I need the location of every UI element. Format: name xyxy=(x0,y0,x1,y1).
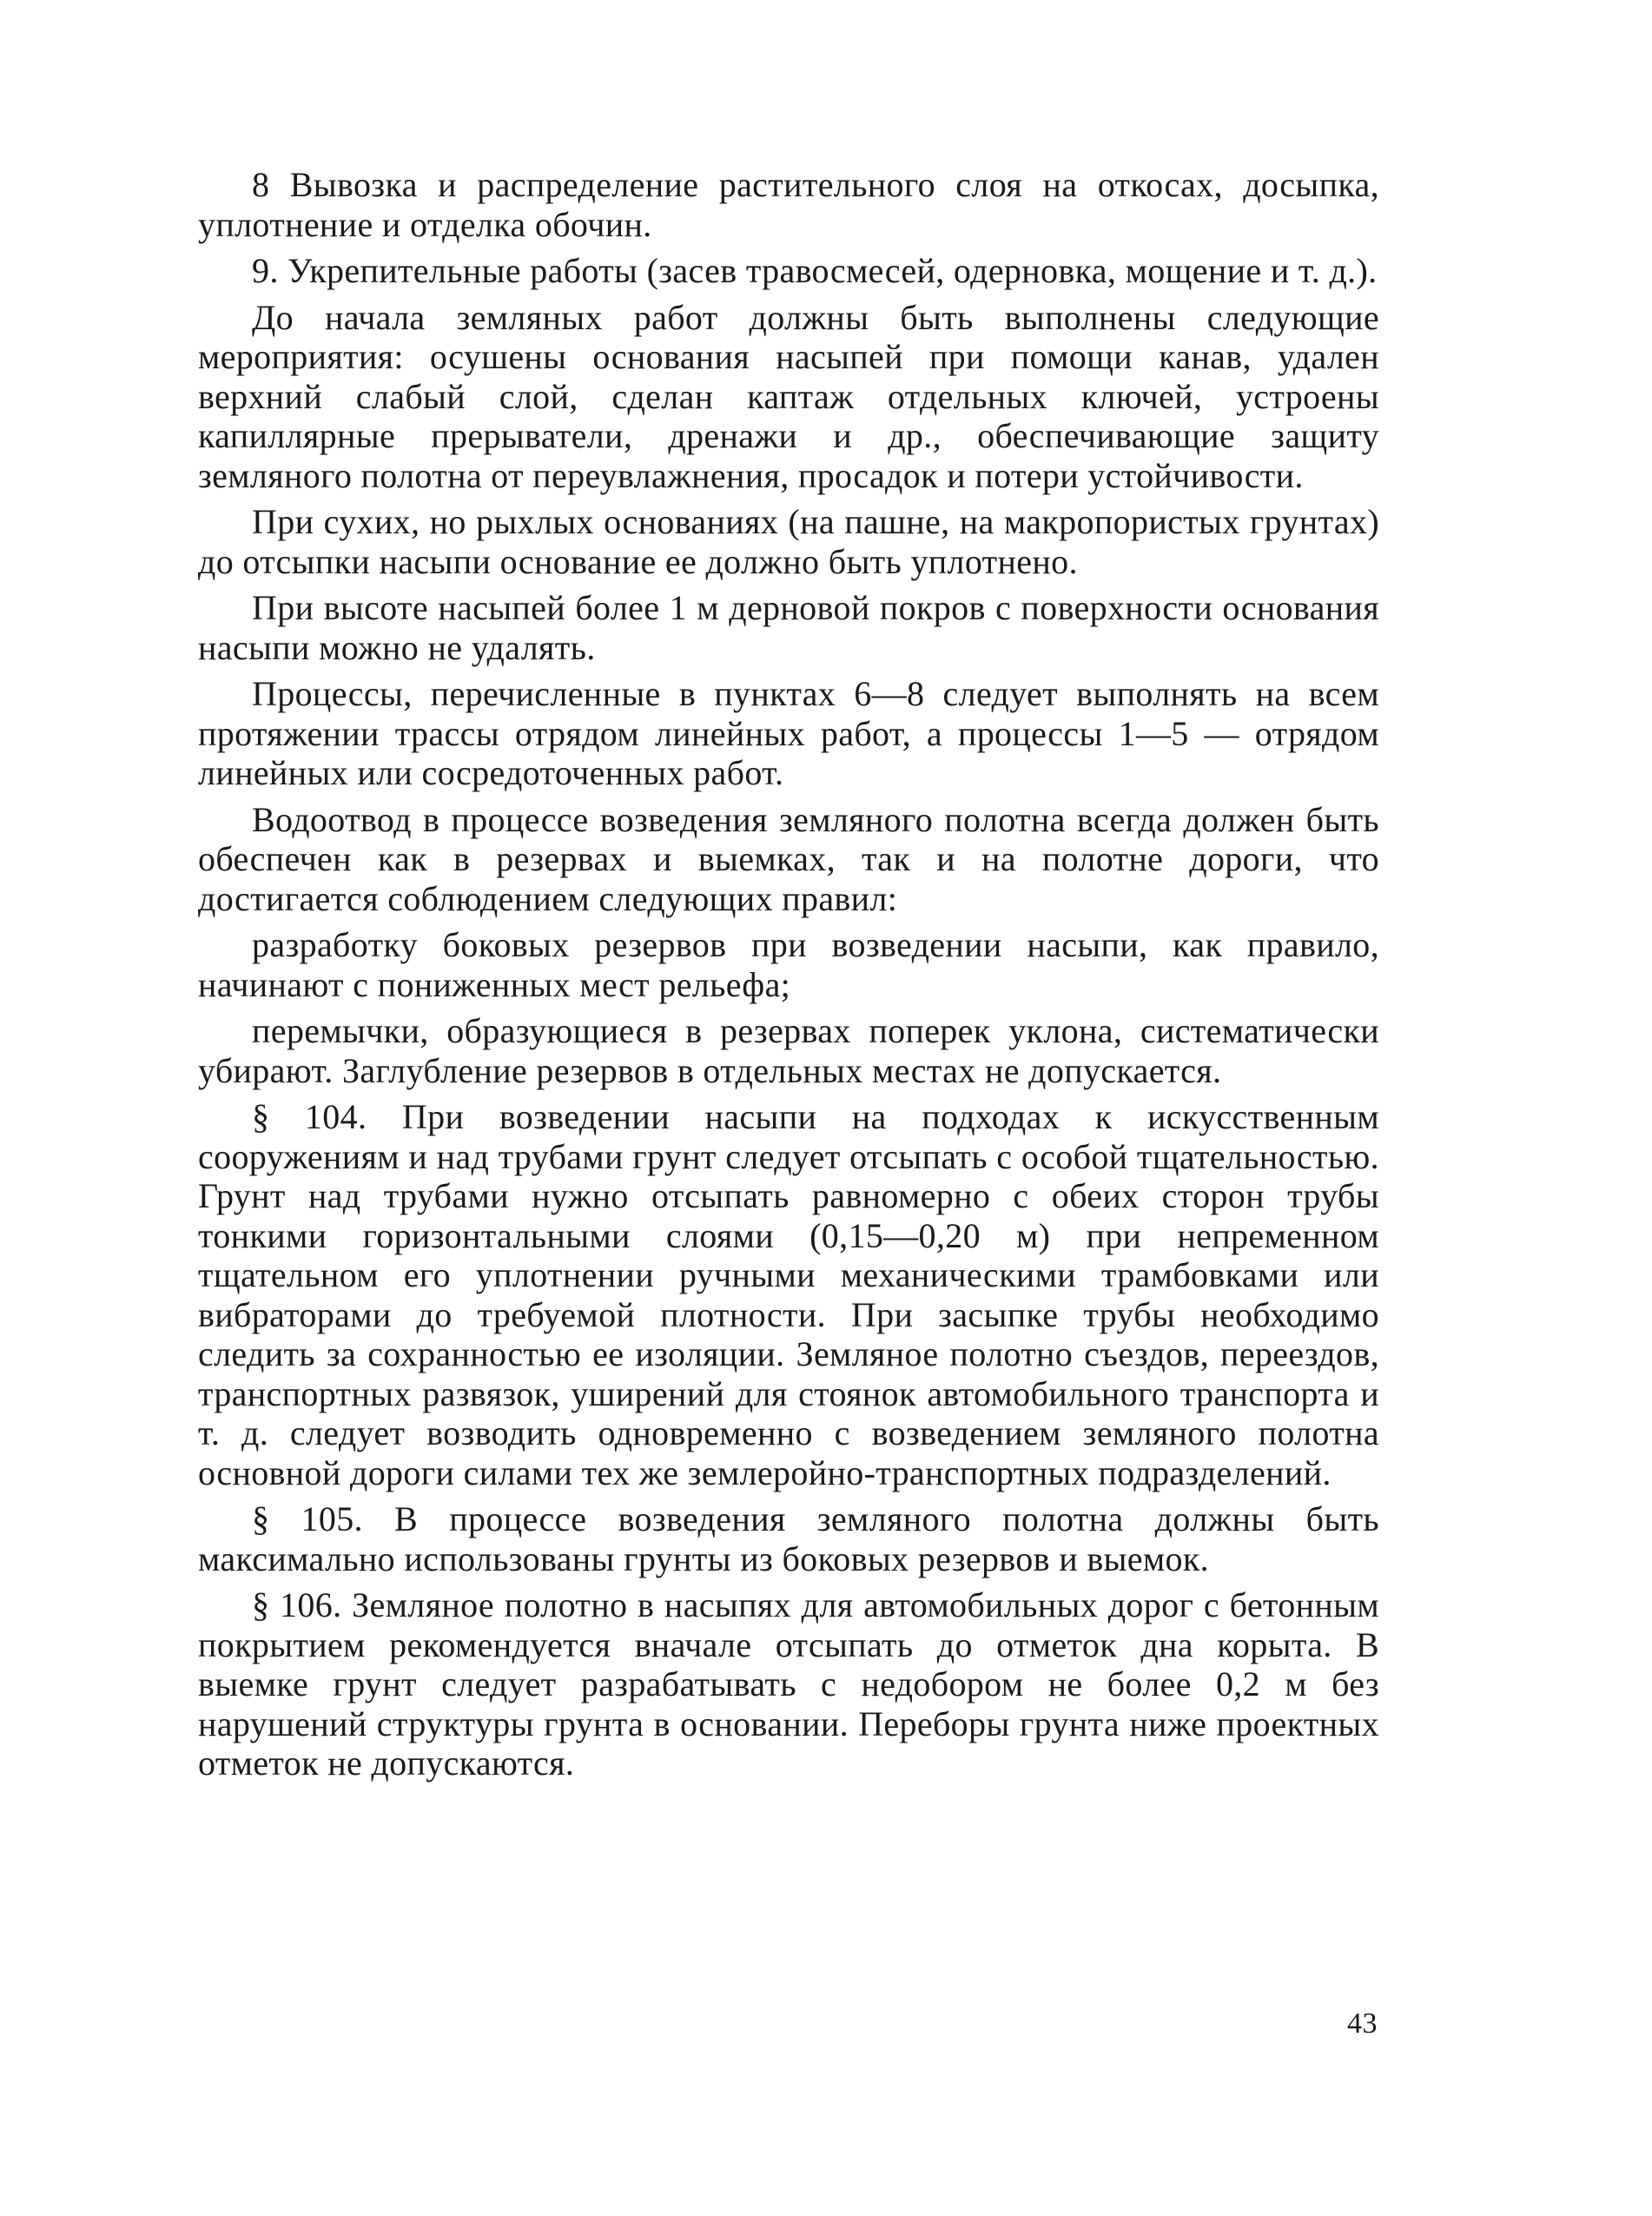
page-body xyxy=(198,165,1379,1783)
section-106: § 106. Земляное полотно в насыпях для автомобильных дорог с бетонным покрытием рекомендуется вначале отсыпать до отметок дна корыта. В выемке грунт следует разрабатывать с недобором не более 0,2 м без нарушений структуры грунта в основании. Переборы грунта ниже проектных отметок не допускаются. xyxy=(198,1585,1379,1783)
section-105: § 105. В процессе возведения земляного полотна должны быть максимально использованы грунты из боковых резервов и выемок. xyxy=(198,1499,1379,1578)
section-104: § 104. При возведении насыпи на подходах к искусственным сооружениям и над трубами грунт следует отсыпать с особой тщательностью. Грунт над трубами нужно отсыпать равномерно с обеих сторон трубы тонкими горизонтальными слоями (0,15—0,20 м) при непременном тщательном его уплотнении ручными механическими трамбовками или вибраторами до требуемой плотности. При засыпке трубы необходимо следить за сохранностью ее изоляции. Земляное полотно съездов, переездов, транспортных развязок, уширений для стоянок автомобильного транспорта и т. д. следует возводить одновременно с возведением земляного полотна основной дороги силами тех же землеройно-транспортных подразделений. xyxy=(198,1097,1379,1492)
paragraph-dry-loose-foundations: При сухих, но рыхлых основаниях (на пашне, на макропористых грунтах) до отсыпки насыпи основание ее должно быть уплотнено. xyxy=(198,502,1379,581)
paragraph-drainage: Водоотвод в процессе возведения земляного полотна всегда должен быть обеспечен как в резервах и выемках, так и на полотне дороги, что достигается соблюдением следующих правил: xyxy=(198,799,1379,918)
list-item-9: 9. Укрепительные работы (засев травосмесей, одерновка, мощение и т. д.). xyxy=(252,251,1378,290)
paragraph-turf-cover: При высоте насыпей более 1 м дерновой покров с поверхности основания насыпи можно не удалять. xyxy=(198,588,1379,667)
paragraph-rule-reserves: разработку боковых резервов при возведении насыпи, как правило, начинают с пониженных мест рельефа; xyxy=(198,925,1379,1004)
list-item-8: 8 Вывозка и распределение растительного слоя на откосах, досыпка, уплотнение и отделка обочин. xyxy=(198,165,1379,244)
paragraph-processes: Процессы, перечисленные в пунктах 6—8 следует выполнять на всем протяжении трассы отрядом линейных работ, а процессы 1—5 — отрядом линейных или сосредоточенных работ. xyxy=(198,674,1379,792)
page-number: 43 xyxy=(1347,2008,1378,2040)
paragraph-rule-bridges: перемычки, образующиеся в резервах поперек уклона, систематически убирают. Заглубление резервов в отдельных местах не допускается. xyxy=(198,1011,1379,1090)
paragraph-preparatory-measures: До начала земляных работ должны быть выполнены следующие мероприятия: осушены основания насыпей при помощи канав, удален верхний слабый слой, сделан каптаж отдельных ключей, устроены капиллярные прерыватели, дренажи и др., обеспечивающие защиту земляного полотна от переувлажнения, просадок и потери устойчивости. xyxy=(198,297,1379,495)
